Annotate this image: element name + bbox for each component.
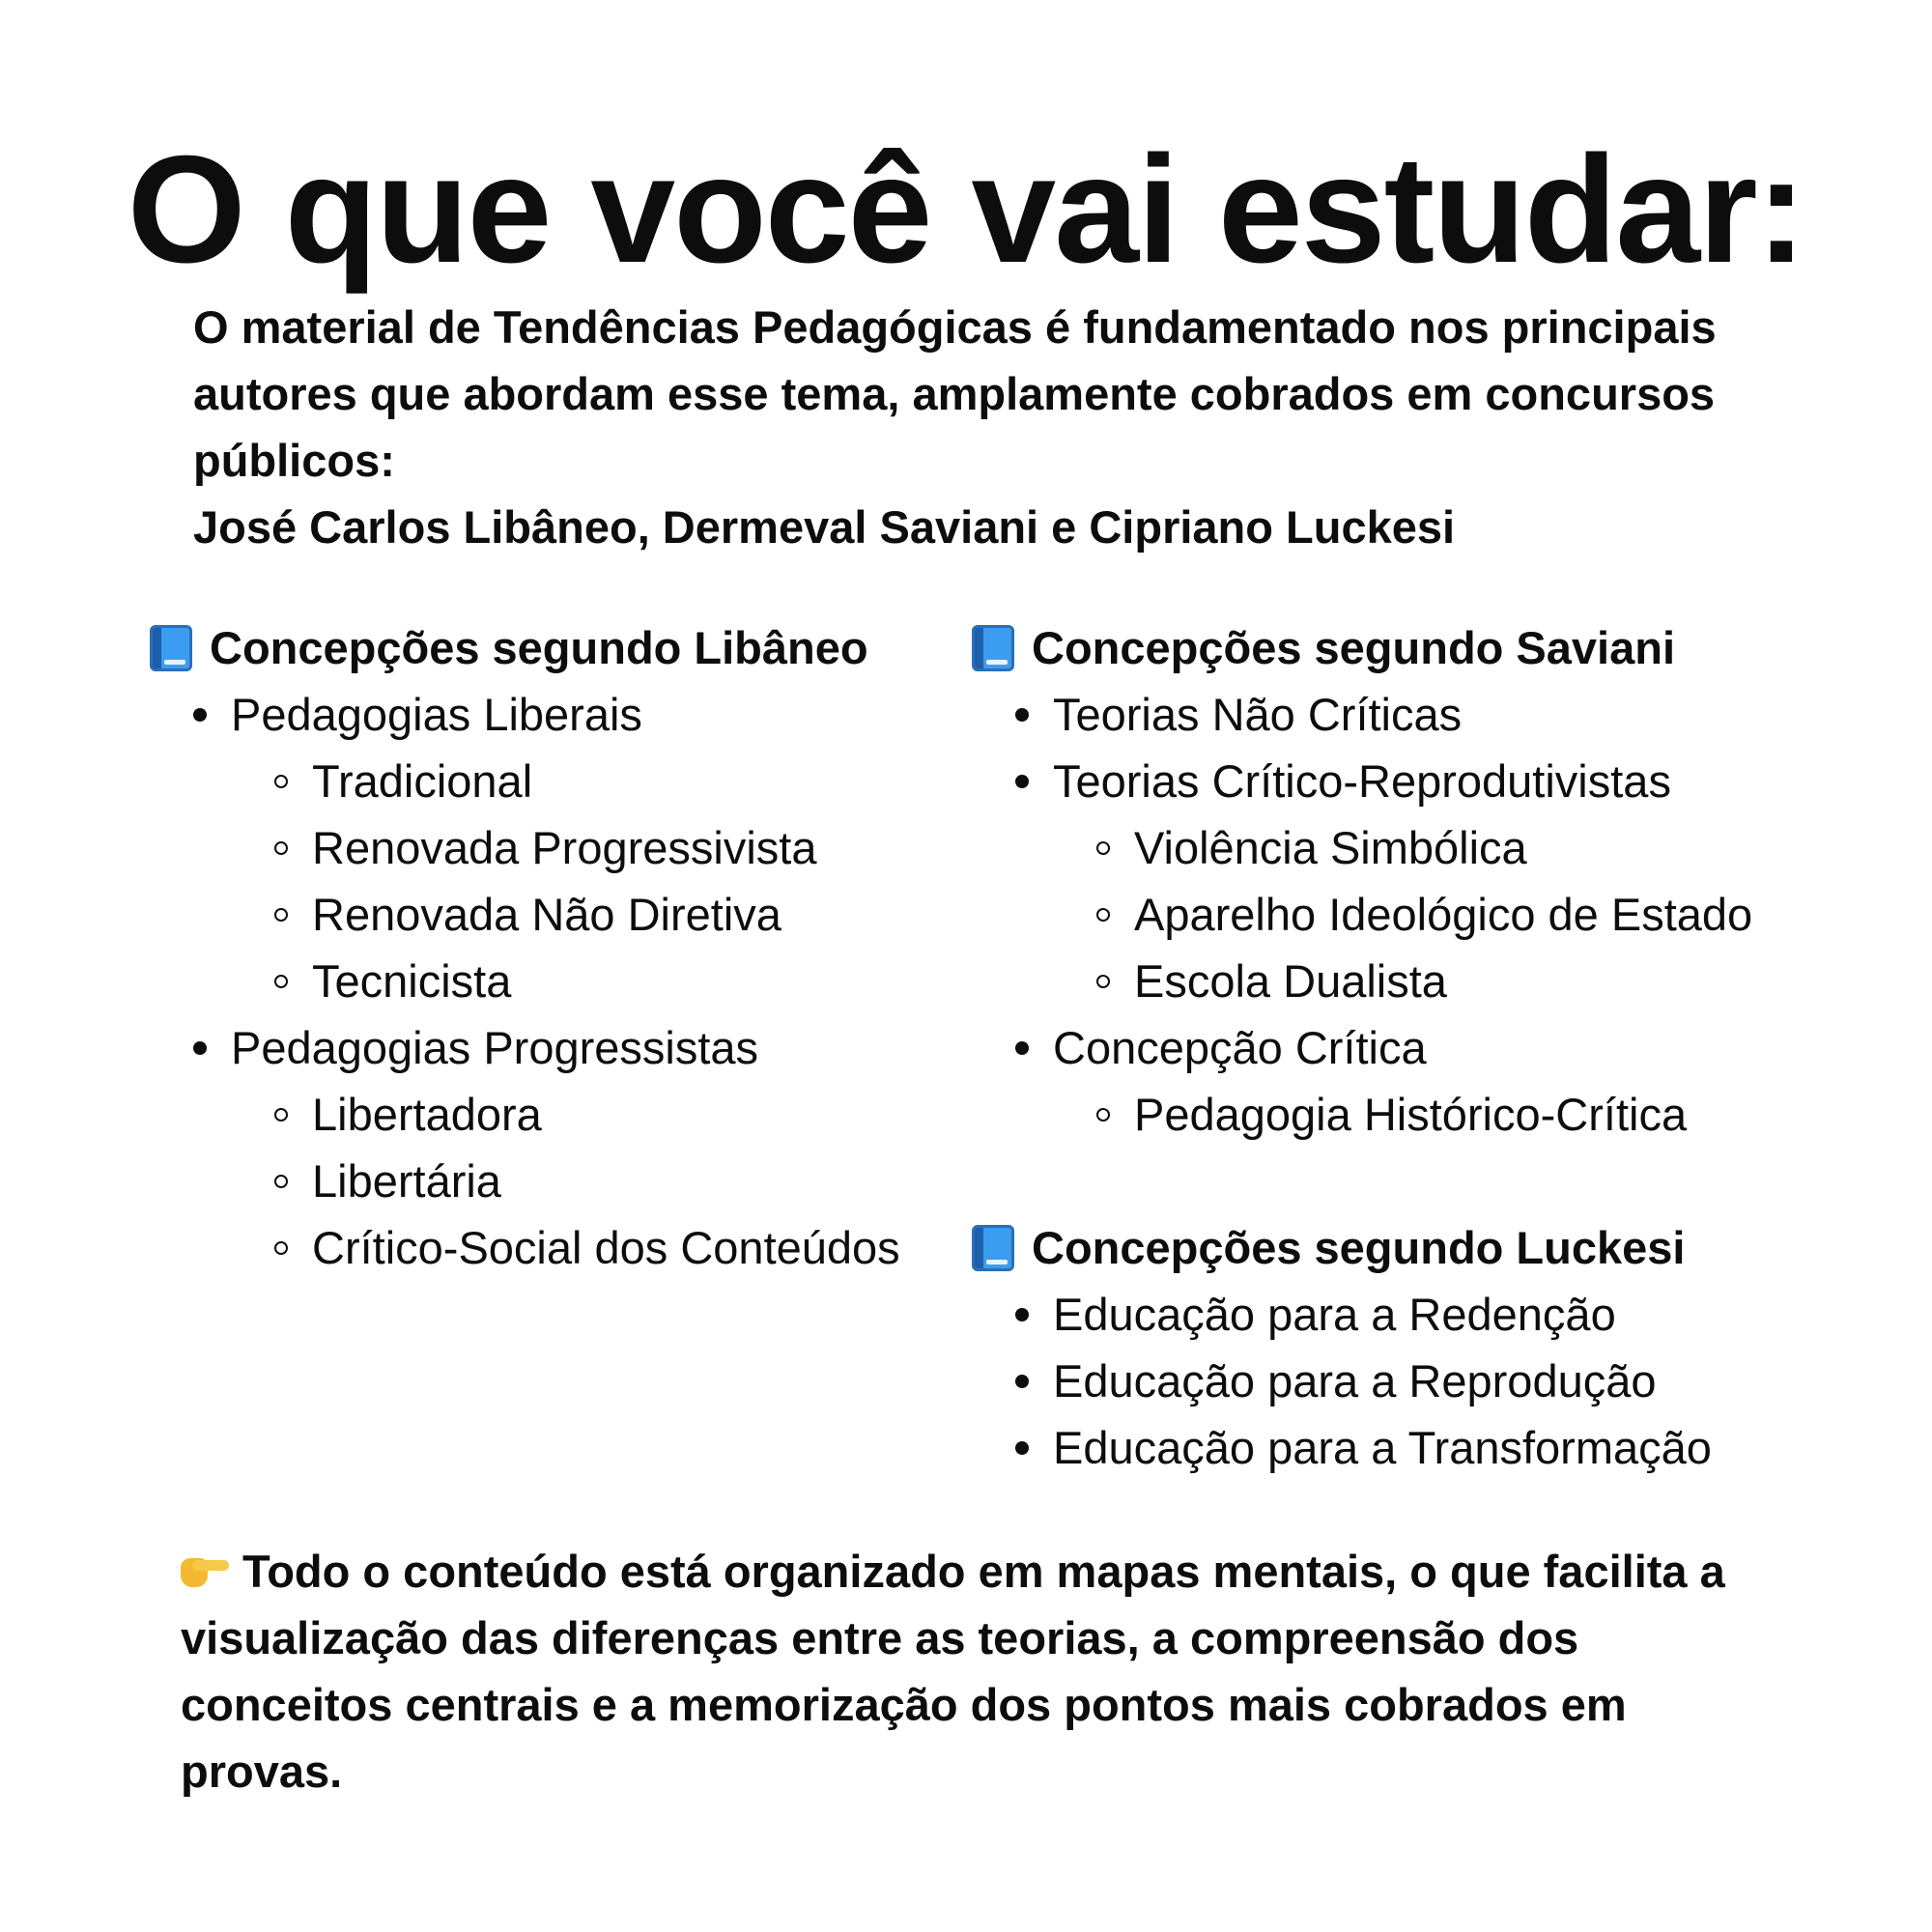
list-item-label: Libertária (312, 1155, 501, 1207)
list-item (150, 748, 952, 814)
intro-line: públicos: (193, 435, 395, 486)
bullet-ring (274, 1241, 288, 1255)
list-item-label: Educação para a Redenção (1053, 1289, 1616, 1340)
list-item (150, 814, 952, 881)
pointing-right-hand-icon (181, 1554, 229, 1589)
list-item (972, 1348, 1841, 1414)
list-item-label: Pedagogias Progressistas (231, 1022, 759, 1073)
list-item (150, 1214, 952, 1281)
luckesi-heading (972, 1214, 1841, 1281)
list-item (972, 1414, 1841, 1481)
bullet-dot (1015, 708, 1029, 722)
list-item (150, 1148, 952, 1214)
bullet-dot (1015, 1441, 1029, 1455)
saviani-list (972, 681, 1841, 1148)
list-item (972, 681, 1841, 748)
list-item-label: Escola Dualista (1134, 955, 1447, 1007)
bullet-dot (1015, 1308, 1029, 1321)
closing-line: conceitos centrais e a memorização dos pontos mais cobrados em (181, 1679, 1627, 1730)
list-item-label: Renovada Não Diretiva (312, 889, 781, 940)
bullet-ring (274, 908, 288, 922)
saviani-section (972, 614, 1841, 1148)
bullet-dot (1015, 775, 1029, 788)
closing-line: visualização das diferenças entre as teorias, a compreensão dos (181, 1612, 1579, 1663)
saviani-heading (972, 614, 1841, 681)
list-item (972, 1081, 1841, 1148)
list-item-label: Aparelho Ideológico de Estado (1134, 889, 1753, 940)
list-item-label: Educação para a Reprodução (1053, 1355, 1657, 1406)
list-item-label: Concepção Crítica (1053, 1022, 1427, 1073)
libaneo-list (150, 681, 952, 1281)
luckesi-list (972, 1281, 1841, 1481)
list-item-label: Teorias Crítico-Reprodutivistas (1053, 755, 1671, 807)
bullet-ring (274, 841, 288, 855)
list-item (150, 1014, 952, 1081)
bullet-ring (1096, 1108, 1110, 1122)
list-item (972, 948, 1841, 1014)
list-item (150, 1081, 952, 1148)
list-item-label: Pedagogias Liberais (231, 689, 642, 740)
list-item (972, 881, 1841, 948)
bullet-ring (274, 775, 288, 788)
blue-book-icon (972, 1225, 1014, 1271)
intro-paragraph (193, 294, 1787, 560)
list-item-label: Tradicional (312, 755, 533, 807)
bullet-ring (1096, 908, 1110, 922)
list-item (972, 1281, 1841, 1348)
saviani-heading-label: Concepções segundo Saviani (1032, 622, 1676, 673)
luckesi-heading-label: Concepções segundo Luckesi (1032, 1222, 1686, 1273)
bullet-dot (1015, 1041, 1029, 1055)
bullet-ring (1096, 975, 1110, 988)
list-item-label: Teorias Não Críticas (1053, 689, 1463, 740)
closing-paragraph (181, 1538, 1775, 1804)
right-column (972, 614, 1841, 1548)
list-item (972, 814, 1841, 881)
list-item-label: Tecnicista (312, 955, 512, 1007)
libaneo-heading-label: Concepções segundo Libâneo (210, 622, 868, 673)
bullet-ring (274, 975, 288, 988)
bullet-ring (274, 1175, 288, 1188)
libaneo-section (150, 614, 952, 1281)
blue-book-icon (150, 625, 192, 671)
bullet-dot (1015, 1375, 1029, 1388)
list-item-label: Crítico-Social dos Conteúdos (312, 1222, 900, 1273)
list-item (150, 681, 952, 748)
list-item-label: Libertadora (312, 1089, 542, 1140)
intro-line: autores que abordam esse tema, amplamente cobrados em concursos (193, 368, 1716, 419)
bullet-dot (193, 708, 207, 722)
list-item (150, 948, 952, 1014)
page-title: O que você vai estudar: (127, 125, 1805, 295)
closing-line: Todo o conteúdo está organizado em mapas mentais, o que facilita a (242, 1546, 1725, 1597)
bullet-dot (193, 1041, 207, 1055)
luckesi-section (972, 1214, 1841, 1481)
intro-line: O material de Tendências Pedagógicas é fundamentado nos principais (193, 301, 1717, 353)
bullet-ring (1096, 841, 1110, 855)
libaneo-heading (150, 614, 952, 681)
list-item-label: Violência Simbólica (1134, 822, 1527, 873)
list-item (972, 1014, 1841, 1081)
list-item (972, 748, 1841, 814)
list-item-label: Renovada Progressivista (312, 822, 817, 873)
list-item-label: Pedagogia Histórico-Crítica (1134, 1089, 1688, 1140)
intro-authors: José Carlos Libâneo, Dermeval Saviani e Cipriano Luckesi (193, 501, 1456, 553)
list-item-label: Educação para a Transformação (1053, 1422, 1712, 1473)
list-item (150, 881, 952, 948)
left-column (150, 614, 952, 1348)
bullet-ring (274, 1108, 288, 1122)
blue-book-icon (972, 625, 1014, 671)
closing-line: provas. (181, 1746, 343, 1797)
